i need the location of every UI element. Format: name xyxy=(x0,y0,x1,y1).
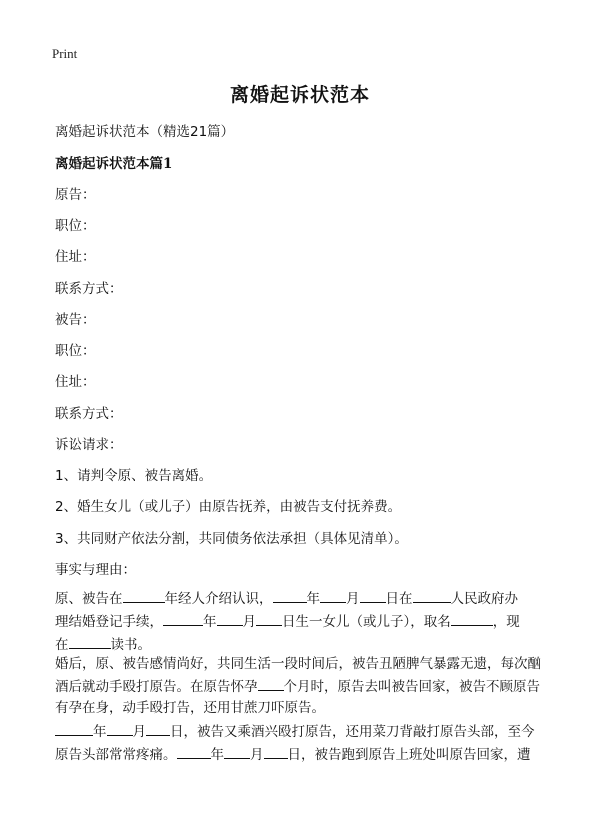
blank-field xyxy=(413,587,451,603)
claim-item: 1、请判令原、被告离婚。 xyxy=(55,468,213,484)
field-defendant-position: 职位： xyxy=(55,343,96,359)
document-subtitle: 离婚起诉状范本（精选21篇） xyxy=(55,124,235,140)
paragraph-line: 婚后，原、被告感情尚好，共同生活一段时间后，被告丑陋脾气暴露无遗，每次酗 xyxy=(55,656,541,672)
field-plaintiff: 原告： xyxy=(55,187,96,203)
blank-field xyxy=(69,633,111,649)
blank-field xyxy=(320,587,346,603)
blank-field xyxy=(163,610,203,626)
blank-field xyxy=(360,587,386,603)
facts-heading: 事实与理由： xyxy=(55,562,136,578)
blank-field xyxy=(224,743,250,759)
claims-heading: 诉讼请求： xyxy=(55,437,123,453)
field-defendant-contact: 联系方式： xyxy=(55,406,123,422)
field-plaintiff-address: 住址： xyxy=(55,249,96,265)
claim-item: 2、婚生女儿（或儿子）由原告抚养，由被告支付抚养费。 xyxy=(55,499,402,515)
document-title: 离婚起诉状范本 xyxy=(229,84,370,106)
paragraph-line: 有孕在身，动手殴打告，还用甘蔗刀吓原告。 xyxy=(55,700,325,716)
claim-item: 3、共同财产依法分割，共同债务依法承担（具体见清单）。 xyxy=(55,531,408,547)
blank-field xyxy=(55,720,93,736)
paragraph-line: 理结婚登记手续， 年 月 日生一女儿（或儿子），取名 ，现 xyxy=(55,610,550,633)
facts-paragraph xyxy=(55,720,550,766)
facts-paragraph xyxy=(55,587,550,656)
field-defendant-address: 住址： xyxy=(55,374,96,390)
paragraph-line: 在 读书。 xyxy=(55,633,550,656)
blank-field xyxy=(107,720,133,736)
facts-paragraph xyxy=(55,654,550,719)
blank-field xyxy=(256,610,282,626)
blank-field xyxy=(217,610,243,626)
blank-field xyxy=(123,587,165,603)
paragraph-line: 年 月 日，被告又乘酒兴殴打原告，还用菜刀背敲打原告头部，至今 xyxy=(55,720,550,743)
blank-field xyxy=(451,610,493,626)
blank-field xyxy=(264,743,288,759)
blank-field xyxy=(146,720,170,736)
paragraph-line: 原、被告在 年经人介绍认识， 年 月 日在 人民政府办 xyxy=(55,587,550,610)
field-plaintiff-contact: 联系方式： xyxy=(55,281,123,297)
blank-field xyxy=(177,743,211,759)
blank-field xyxy=(273,587,307,603)
section-heading: 离婚起诉状范本篇1 xyxy=(55,156,173,172)
paragraph-line: 酒后就动手殴打原告。在原告怀孕 个月时，原告去叫被告回家，被告不顾原告 xyxy=(55,675,550,698)
field-plaintiff-position: 职位： xyxy=(55,218,96,234)
field-defendant: 被告： xyxy=(55,312,96,328)
paragraph-line: 原告头部常常疼痛。 年 月 日，被告跑到原告上班处叫原告回家，遭 xyxy=(55,743,550,766)
blank-field xyxy=(258,675,284,691)
print-label: Print xyxy=(52,46,78,61)
